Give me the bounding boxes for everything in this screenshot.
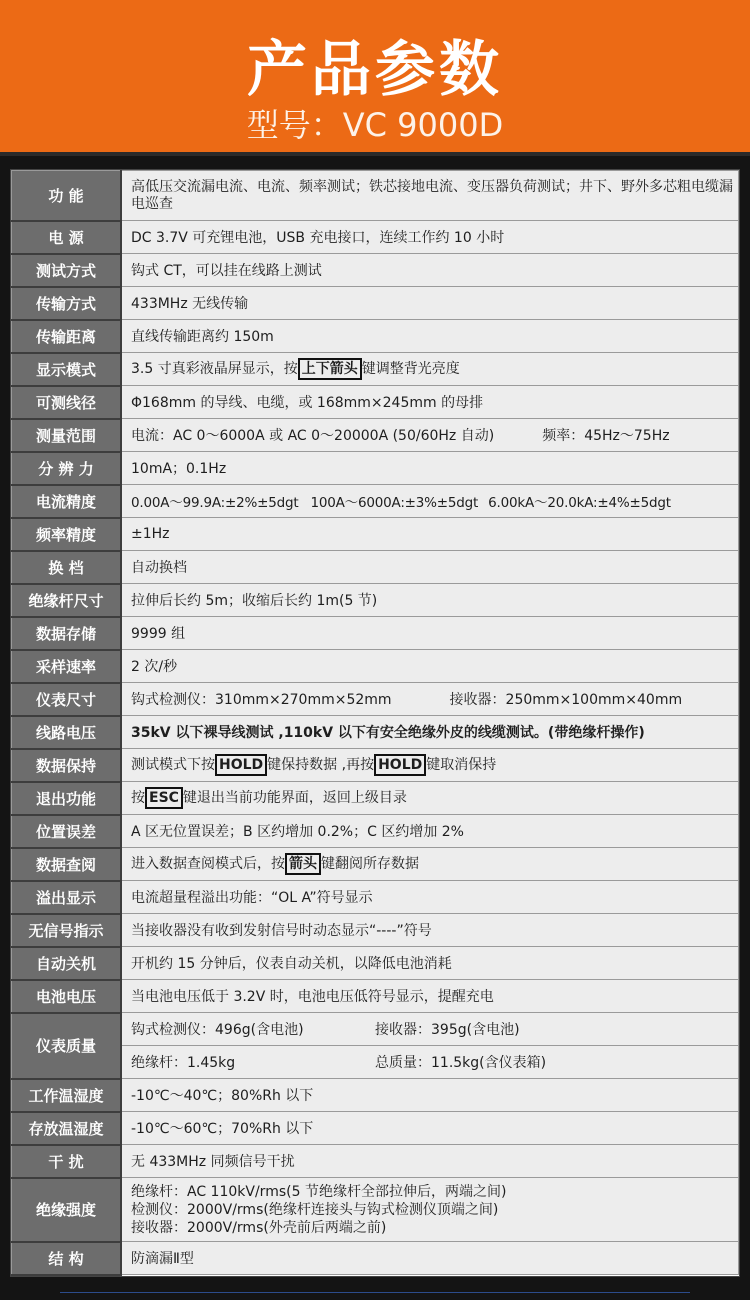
table-row bbox=[12, 518, 739, 551]
table-row bbox=[12, 650, 739, 683]
value-text: 键调整背光亮度 bbox=[361, 361, 460, 377]
row-value: 开机约 15 分钟后，仪表自动关机，以降低电池消耗 bbox=[121, 947, 739, 980]
insulation-pole: 绝缘杆：AC 110kV/rms(5 节绝缘杆全部拉伸后，两端之间) bbox=[131, 1183, 507, 1200]
row-value: ±1Hz bbox=[121, 518, 739, 551]
table-row bbox=[12, 551, 739, 584]
table-row bbox=[12, 782, 739, 815]
footer-divider bbox=[60, 1292, 690, 1293]
row-label: 电池电压 bbox=[12, 980, 122, 1013]
row-label: 线路电压 bbox=[12, 716, 122, 749]
row-label: 测试方式 bbox=[12, 254, 122, 287]
spec-table bbox=[10, 169, 740, 1277]
row-value: 拉伸后长约 5m；收缩后长约 1m(5 节) bbox=[121, 584, 739, 617]
table-row bbox=[12, 1145, 739, 1178]
row-label: 分 辨 力 bbox=[12, 452, 122, 485]
row-label: 功 能 bbox=[12, 171, 122, 221]
table-row bbox=[12, 386, 739, 419]
table-row bbox=[12, 171, 739, 221]
row-label: 退出功能 bbox=[12, 782, 122, 815]
table-row bbox=[12, 320, 739, 353]
row-value: 当接收器没有收到发射信号时动态显示“----”符号 bbox=[121, 914, 739, 947]
row-label: 仪表质量 bbox=[12, 1013, 122, 1079]
table-row bbox=[12, 881, 739, 914]
row-label: 测量范围 bbox=[12, 419, 122, 452]
row-label: 传输距离 bbox=[12, 320, 122, 353]
row-value: 电流超量程溢出功能：“OL A”符号显示 bbox=[121, 881, 739, 914]
table-row bbox=[12, 815, 739, 848]
table-row bbox=[12, 914, 739, 947]
row-value: 无 433MHz 同频信号干扰 bbox=[121, 1145, 739, 1178]
row-value bbox=[121, 419, 739, 452]
row-label: 采样速率 bbox=[12, 650, 122, 683]
table-row bbox=[12, 617, 739, 650]
row-value: 钩式 CT，可以挂在线路上测试 bbox=[121, 254, 739, 287]
row-value: 9999 组 bbox=[121, 617, 739, 650]
value-text: 键取消保持 bbox=[426, 757, 497, 773]
row-label: 自动关机 bbox=[12, 947, 122, 980]
row-label: 频率精度 bbox=[12, 518, 122, 551]
row-label: 干 扰 bbox=[12, 1145, 122, 1178]
row-label: 结 构 bbox=[12, 1242, 122, 1275]
row-label: 可测线径 bbox=[12, 386, 122, 419]
row-label: 数据查阅 bbox=[12, 848, 122, 881]
table-row bbox=[12, 353, 739, 386]
row-label: 电 源 bbox=[12, 221, 122, 254]
table-row bbox=[12, 287, 739, 320]
row-value bbox=[121, 1013, 739, 1046]
current-range: 电流：AC 0～6000A 或 AC 0～20000A (50/60Hz 自动) bbox=[131, 428, 495, 444]
table-row bbox=[12, 1079, 739, 1112]
table-row bbox=[12, 221, 739, 254]
pole-weight: 绝缘杆：1.45kg bbox=[131, 1055, 236, 1071]
value-text: 测试模式下按 bbox=[131, 757, 215, 773]
row-value: A 区无位置误差；B 区约增加 0.2%；C 区约增加 2% bbox=[121, 815, 739, 848]
table-row bbox=[12, 254, 739, 287]
key-label: ESC bbox=[145, 787, 183, 809]
row-value: 直线传输距离约 150m bbox=[121, 320, 739, 353]
clamp-weight: 钩式检测仪：496g(含电池) bbox=[131, 1022, 304, 1038]
page-title: 产品参数 bbox=[247, 35, 503, 105]
row-value: DC 3.7V 可充锂电池，USB 充电接口，连续工作约 10 小时 bbox=[121, 221, 739, 254]
key-label: HOLD bbox=[215, 754, 267, 776]
row-label: 换 档 bbox=[12, 551, 122, 584]
row-label: 存放温湿度 bbox=[12, 1112, 122, 1145]
row-value: 10mA；0.1Hz bbox=[121, 452, 739, 485]
row-label: 数据保持 bbox=[12, 749, 122, 782]
row-value bbox=[121, 683, 739, 716]
table-row bbox=[12, 1013, 739, 1046]
row-value: 2 次/秒 bbox=[121, 650, 739, 683]
table-row bbox=[12, 584, 739, 617]
row-label: 绝缘强度 bbox=[12, 1178, 122, 1242]
accuracy-mid: 100A～6000A:±3%±5dgt bbox=[310, 495, 479, 511]
row-value bbox=[121, 485, 739, 518]
clamp-size: 钩式检测仪：310mm×270mm×52mm bbox=[131, 692, 392, 708]
receiver-weight: 接收器：395g(含电池) bbox=[375, 1022, 520, 1038]
model-number: 型号：VC 9000D bbox=[246, 106, 504, 144]
row-label: 溢出显示 bbox=[12, 881, 122, 914]
key-label: HOLD bbox=[374, 754, 426, 776]
row-value bbox=[121, 749, 739, 782]
row-value: 35kV 以下裸导线测试 ,110kV 以下有安全绝缘外皮的线缆测试。(带绝缘杆操作) bbox=[121, 716, 739, 749]
table-row bbox=[12, 947, 739, 980]
table-row bbox=[12, 1112, 739, 1145]
key-label: 上下箭头 bbox=[298, 358, 362, 380]
value-text: 键退出当前功能界面，返回上级目录 bbox=[182, 790, 407, 806]
table-row bbox=[12, 749, 739, 782]
row-value bbox=[121, 353, 739, 386]
row-value bbox=[121, 782, 739, 815]
row-value: 自动换档 bbox=[121, 551, 739, 584]
header-banner bbox=[0, 0, 750, 156]
value-text: 进入数据查阅模式后，按 bbox=[131, 856, 285, 872]
row-value bbox=[121, 848, 739, 881]
row-value: Φ168mm 的导线、电缆，或 168mm×245mm 的母排 bbox=[121, 386, 739, 419]
table-row bbox=[12, 980, 739, 1013]
row-value: 高低压交流漏电流、电流、频率测试；铁芯接地电流、变压器负荷测试；井下、野外多芯粗电缆漏电巡查 bbox=[121, 171, 739, 221]
row-label: 工作温湿度 bbox=[12, 1079, 122, 1112]
key-label: 箭头 bbox=[285, 853, 321, 875]
frequency-range: 频率：45Hz～75Hz bbox=[542, 428, 670, 444]
table-row bbox=[12, 1178, 739, 1242]
row-label: 电流精度 bbox=[12, 485, 122, 518]
row-value: -10℃～60℃；70%Rh 以下 bbox=[121, 1112, 739, 1145]
table-row bbox=[12, 452, 739, 485]
total-weight: 总质量：11.5kg(含仪表箱) bbox=[375, 1055, 547, 1071]
row-value bbox=[121, 1178, 739, 1242]
table-row bbox=[12, 1242, 739, 1275]
row-value bbox=[121, 1046, 739, 1079]
table-row bbox=[12, 419, 739, 452]
row-label: 无信号指示 bbox=[12, 914, 122, 947]
value-text: 按 bbox=[131, 790, 145, 806]
row-label: 传输方式 bbox=[12, 287, 122, 320]
row-value: -10℃～40℃；80%Rh 以下 bbox=[121, 1079, 739, 1112]
table-row bbox=[12, 683, 739, 716]
row-value: 433MHz 无线传输 bbox=[121, 287, 739, 320]
table-row bbox=[12, 848, 739, 881]
value-text: 键保持数据 ,再按 bbox=[267, 757, 375, 773]
value-text: 键翻阅所存数据 bbox=[321, 856, 419, 872]
table-row bbox=[12, 485, 739, 518]
row-label: 位置误差 bbox=[12, 815, 122, 848]
row-label: 显示模式 bbox=[12, 353, 122, 386]
table-row bbox=[12, 716, 739, 749]
row-label: 绝缘杆尺寸 bbox=[12, 584, 122, 617]
row-value: 当电池电压低于 3.2V 时，电池电压低符号显示，提醒充电 bbox=[121, 980, 739, 1013]
accuracy-high: 6.00kA～20.0kA:±4%±5dgt bbox=[488, 495, 671, 511]
accuracy-low: 0.00A～99.9A:±2%±5dgt bbox=[131, 495, 299, 511]
row-value: 防滴漏Ⅱ型 bbox=[121, 1242, 739, 1275]
receiver-size: 接收器：250mm×100mm×40mm bbox=[449, 692, 683, 708]
row-label: 数据存储 bbox=[12, 617, 122, 650]
insulation-receiver: 接收器：2000V/rms(外壳前后两端之前) bbox=[131, 1219, 387, 1236]
table-row bbox=[12, 1046, 739, 1079]
insulation-detector: 检测仪：2000V/rms(绝缘杆连接头与钩式检测仪顶端之间) bbox=[131, 1201, 499, 1218]
value-text: 3.5 寸真彩液晶屏显示，按 bbox=[131, 361, 298, 377]
row-label: 仪表尺寸 bbox=[12, 683, 122, 716]
